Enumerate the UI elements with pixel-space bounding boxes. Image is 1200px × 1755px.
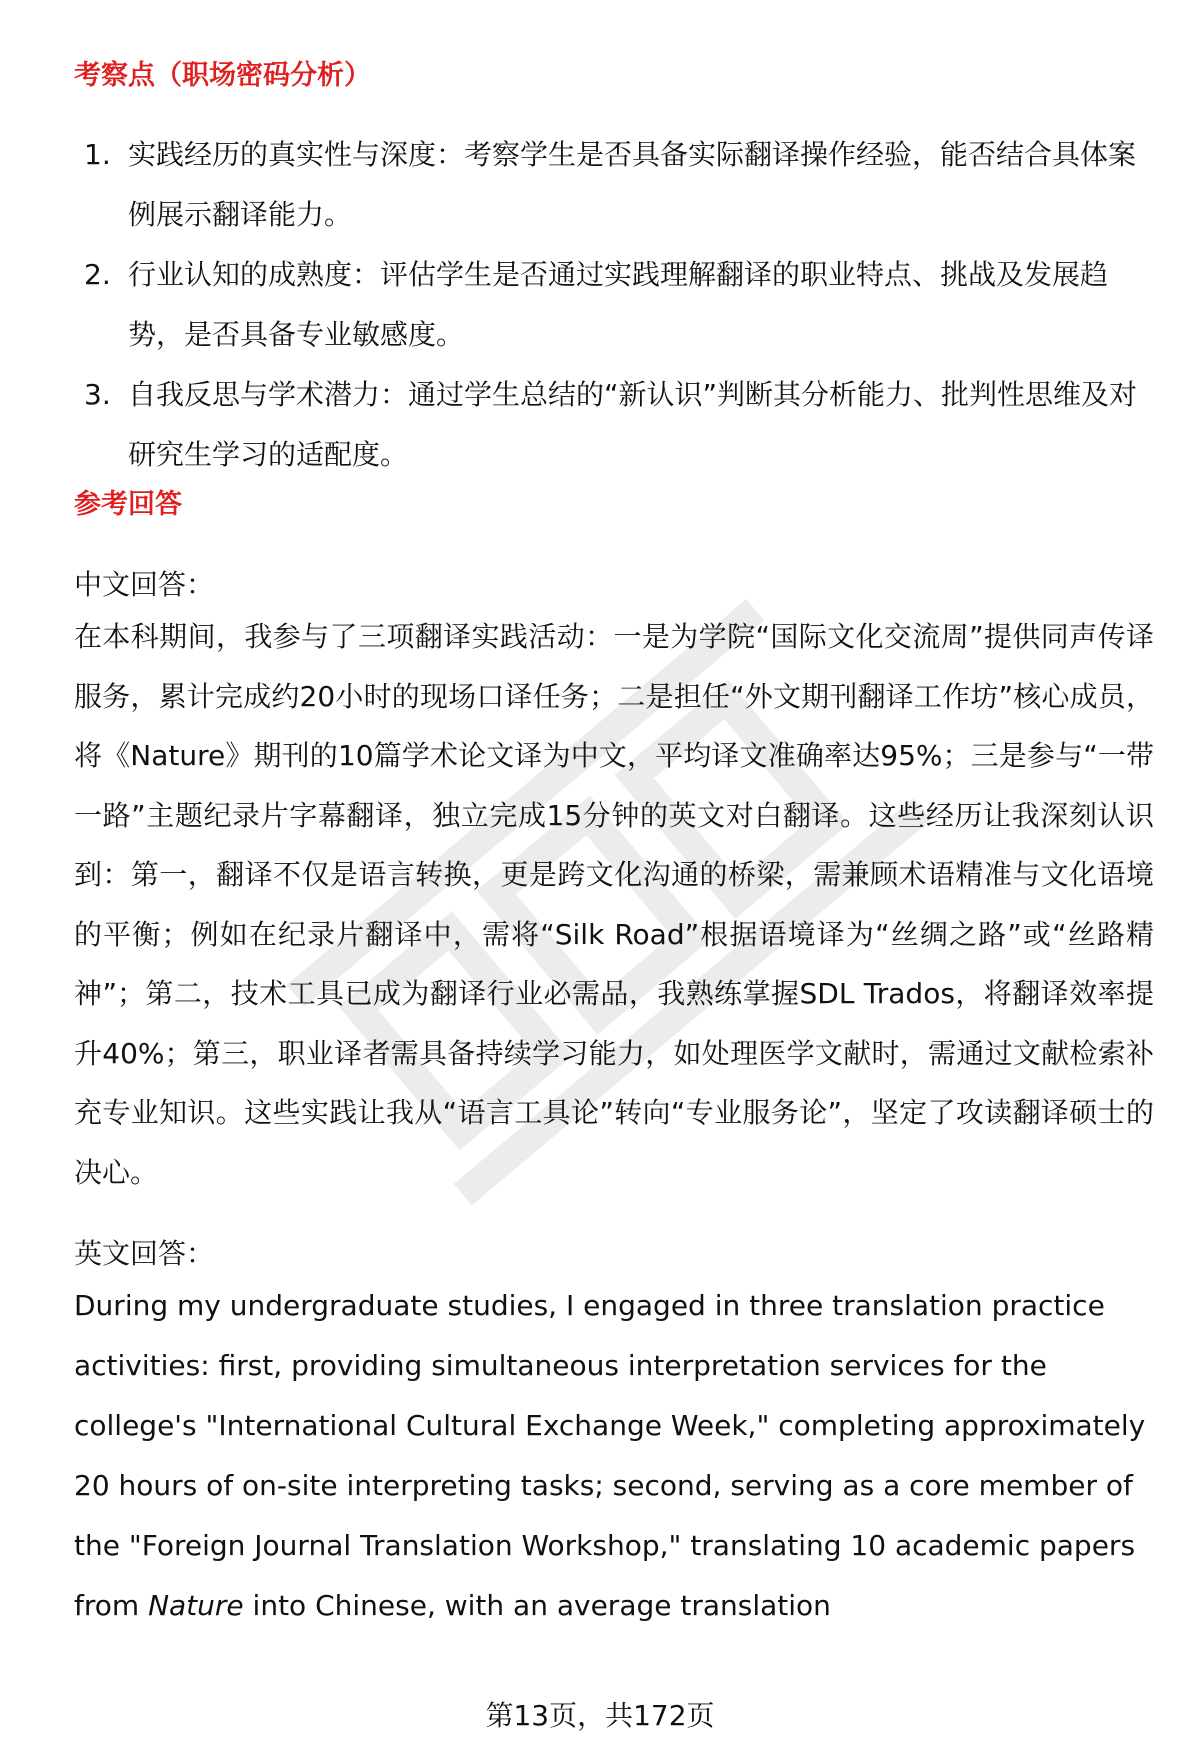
journal-title: Nature — [148, 1589, 244, 1622]
list-number: 1. — [84, 137, 111, 171]
focus-heading: 考察点（职场密码分析） — [74, 60, 371, 91]
zh-answer-paragraph: 在本科期间，我参与了三项翻译实践活动：一是为学院“国际文化交流周”提供同声传译服务，累计完成约20小时的现场口译任务；二是担任“外文期刊翻译工作坊”核心成员，将《Nature》期刊的10篇学术论文译为中文，平均译文准确率达95%；三是参与“一带一路”主题纪录片字幕翻译，独立完成15分钟的英文对白翻译。这些经历让我深刻认识到：第一，翻译不仅是语言转换，更是跨文化沟通的桥梁，需兼顾术语精准与文化语境的平衡；例如在纪录片翻译中，需将“Silk Road”根据语境译为“丝绸之路”或“丝路精神”；第二，技术工具已成为翻译行业必需品，我熟练掌握SDL Trados，将翻译效率提升40%；第三，职业译者需具备持续学习能力，如处理医学文献时，需通过文献检索补充专业知识。这些实践让我从“语言工具论”转向“专业服务论”，坚定了攻读翻译硕士的决心。 — [74, 620, 1154, 1189]
en-answer-label: 英文回答： — [74, 1237, 215, 1270]
page-indicator: 第13页，共172页 — [485, 1699, 715, 1732]
list-number: 2. — [84, 257, 111, 291]
en-answer-text: During my undergraduate studies, I engaged in three translation practice activities: first, providing simultaneous interpretation services for the college's "International Cultural Exchange Week," completing approximately 20 hours of on-site interpreting tasks; second, serving as a core member of the "Foreign Journal Translation Workshop," translating 10 academic papers from — [74, 1289, 1146, 1622]
main-content — [74, 56, 1154, 1636]
list-item — [74, 245, 1154, 365]
list-item-text: 自我反思与学术潜力：通过学生总结的“新认识”判断其分析能力、批判性思维及对研究生学习的适配度。 — [128, 377, 1138, 471]
list-item — [74, 365, 1154, 485]
list-item-text: 实践经历的真实性与深度：考察学生是否具备实际翻译操作经验，能否结合具体案例展示翻译能力。 — [128, 137, 1137, 231]
focus-list — [74, 125, 1154, 485]
answer-heading: 参考回答 — [74, 488, 182, 520]
zh-answer-label: 中文回答： — [74, 568, 215, 601]
en-answer-paragraph — [74, 1276, 1154, 1636]
list-item — [74, 125, 1154, 245]
list-number: 3. — [84, 377, 111, 411]
list-item-text: 行业认知的成熟度：评估学生是否通过实践理解翻译的职业特点、挑战及发展趋势，是否具备专业敏感度。 — [128, 257, 1109, 351]
en-answer-text-continued: into Chinese, with an average translation — [243, 1589, 831, 1622]
